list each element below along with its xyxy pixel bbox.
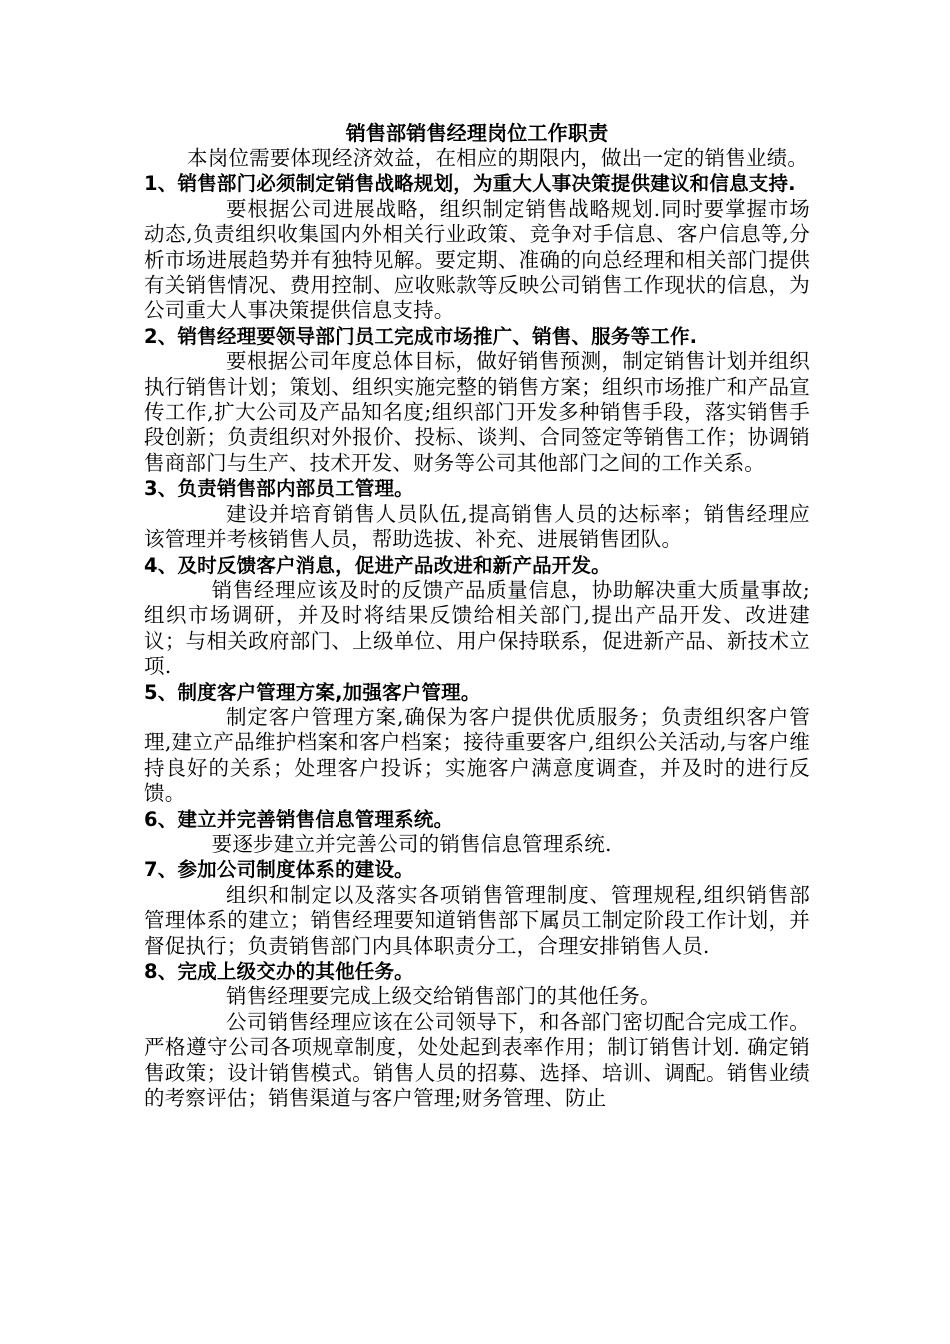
intro-paragraph: 本岗位需要体现经济效益，在相应的期限内，做出一定的销售业绩。 xyxy=(187,146,809,170)
section-body-6: 要逐步建立并完善公司的销售信息管理系统. xyxy=(211,831,612,856)
section-body-5: 制定客户管理方案,确保为客户提供优质服务；负责组织客户管理,建立产品维护档案和客户档案；接待重要客户,组织公关活动,与客户维持良好的关系；处理客户投诉；实施客户满意度调查，并及时的进行反馈。 xyxy=(144,704,810,806)
closing-paragraph: 公司销售经理应该在公司领导下，和各部门密切配合完成工作。严格遵守公司各项规章制度，处处起到表率作用；制订销售计划. 确定销售政策；设计销售模式。销售人员的招募、选择、培训、调配。销售业绩的考察评估；销售渠道与客户管理;财务管理、防止 xyxy=(144,1009,810,1111)
section-heading-4: 4、及时反馈客户消息，促进产品改进和新产品开发。 xyxy=(144,553,611,577)
section-body-2: 要根据公司年度总体目标，做好销售预测，制定销售计划并组织执行销售计划；策划、组织实施完整的销售方案；组织市场推广和产品宣传工作,扩大公司及产品知名度;组织部门开发多种销售手段，落实销售手段创新；负责组织对外报价、投标、谈判、合同签定等销售工作；协调销售商部门与生产、技术开发、财务等公司其他部门之间的工作关系。 xyxy=(144,349,810,475)
section-body-1: 要根据公司进展战略，组织制定销售战略规划.同时要掌握市场动态,负责组织收集国内外相关行业政策、竞争对手信息、客户信息等,分析市场进展趋势并有独特见解。要定期、准确的向总经理和相关部门提供有关销售情况、费用控制、应收账款等反映公司销售工作现状的信息，为公司重大人事决策提供信息支持。 xyxy=(144,196,810,323)
section-heading-2: 2、销售经理要领导部门员工完成市场推广、销售、服务等工作. xyxy=(144,324,698,348)
document-page xyxy=(144,120,810,1111)
section-heading-3: 3、负责销售部内部员工管理。 xyxy=(144,477,414,501)
section-heading-1: 1、销售部门必须制定销售战略规划，为重大人事决策提供建议和信息支持. xyxy=(144,172,796,196)
section-heading-7: 7、参加公司制度体系的建设。 xyxy=(144,858,414,882)
section-body-8: 销售经理要完成上级交给销售部门的其他任务。 xyxy=(226,984,661,1009)
section-heading-6: 6、建立并完善销售信息管理系统。 xyxy=(144,807,454,831)
section-body-3: 建设并培育销售人员队伍,提高销售人员的达标率；销售经理应该管理并考核销售人员，帮助选拔、补充、进展销售团队。 xyxy=(144,501,810,552)
section-body-4: 销售经理应该及时的反馈产品质量信息，协助解决重大质量事故;组织市场调研，并及时将结果反馈给相关部门,提出产品开发、改进建议；与相关政府部门、上级单位、用户保持联系，促进新产品、新技术立项. xyxy=(144,577,810,679)
section-heading-5: 5、制度客户管理方案,加强客户管理。 xyxy=(144,680,481,704)
document-title: 销售部销售经理岗位工作职责 xyxy=(345,121,609,145)
section-heading-8: 8、完成上级交办的其他任务。 xyxy=(144,960,414,983)
section-body-7: 组织和制定以及落实各项销售管理制度、管理规程,组织销售部管理体系的建立；销售经理要知道销售部下属员工制定阶段工作计划，并督促执行；负责销售部门内具体职责分工，合理安排销售人员. xyxy=(144,882,810,958)
